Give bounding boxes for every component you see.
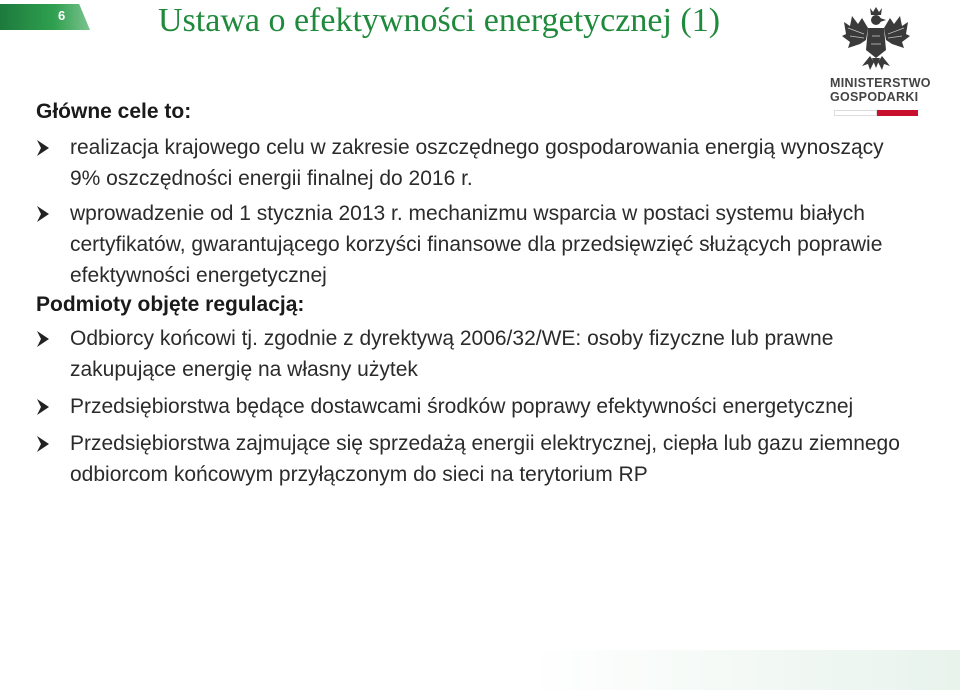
logo-line-1: MINISTERSTWO bbox=[830, 76, 931, 90]
bullet-text: Przedsiębiorstwa będące dostawcami środków poprawy efektywności energetycznej bbox=[70, 395, 854, 418]
bullet-text: Przedsiębiorstwa zajmujące się sprzedażą energii elektrycznej, ciepła lub gazu ziemnego odbiorcom końcowym przyłączonym do sieci na terytorium RP bbox=[70, 432, 900, 486]
arrow-bullet-icon bbox=[36, 139, 50, 157]
section-heading-goals: Główne cele to: bbox=[36, 100, 192, 123]
bullet-text: realizacja krajowego celu w zakresie oszczędnego gospodarowania energią wynoszący 9% oszczędności energii finalnej do 2016 r. bbox=[70, 136, 884, 190]
eagle-emblem-icon bbox=[840, 6, 912, 72]
bullet-text: wprowadzenie od 1 stycznia 2013 r. mechanizmu wsparcia w postaci systemu białych certyfikatów, gwarantującego korzyści finansowe dla przedsięwzięć służących poprawie efektywności energetycznej bbox=[70, 202, 883, 287]
slide-content bbox=[36, 100, 916, 490]
section-heading-entities: Podmioty objęte regulacją: bbox=[36, 293, 305, 316]
logo-line-2: GOSPODARKI bbox=[830, 90, 919, 104]
bullet-entity-1 bbox=[36, 323, 916, 385]
slide-number: 6 bbox=[58, 8, 66, 23]
bullet-entity-2 bbox=[36, 391, 916, 422]
arrow-bullet-icon bbox=[36, 398, 50, 416]
arrow-bullet-icon bbox=[36, 435, 50, 453]
arrow-bullet-icon bbox=[36, 330, 50, 348]
bullet-goal-1 bbox=[36, 132, 916, 194]
bullet-text: Odbiorcy końcowi tj. zgodnie z dyrektywą 2006/32/WE: osoby fizyczne lub prawne zakupujące energię na własny użytek bbox=[70, 327, 834, 381]
bullet-entity-3 bbox=[36, 428, 916, 490]
bottom-decoration bbox=[0, 650, 960, 690]
slide-number-tab bbox=[0, 4, 90, 30]
arrow-bullet-icon bbox=[36, 205, 50, 223]
page-title: Ustawa o efektywności energetycznej (1) bbox=[158, 2, 721, 39]
bullet-goal-2 bbox=[36, 198, 916, 291]
